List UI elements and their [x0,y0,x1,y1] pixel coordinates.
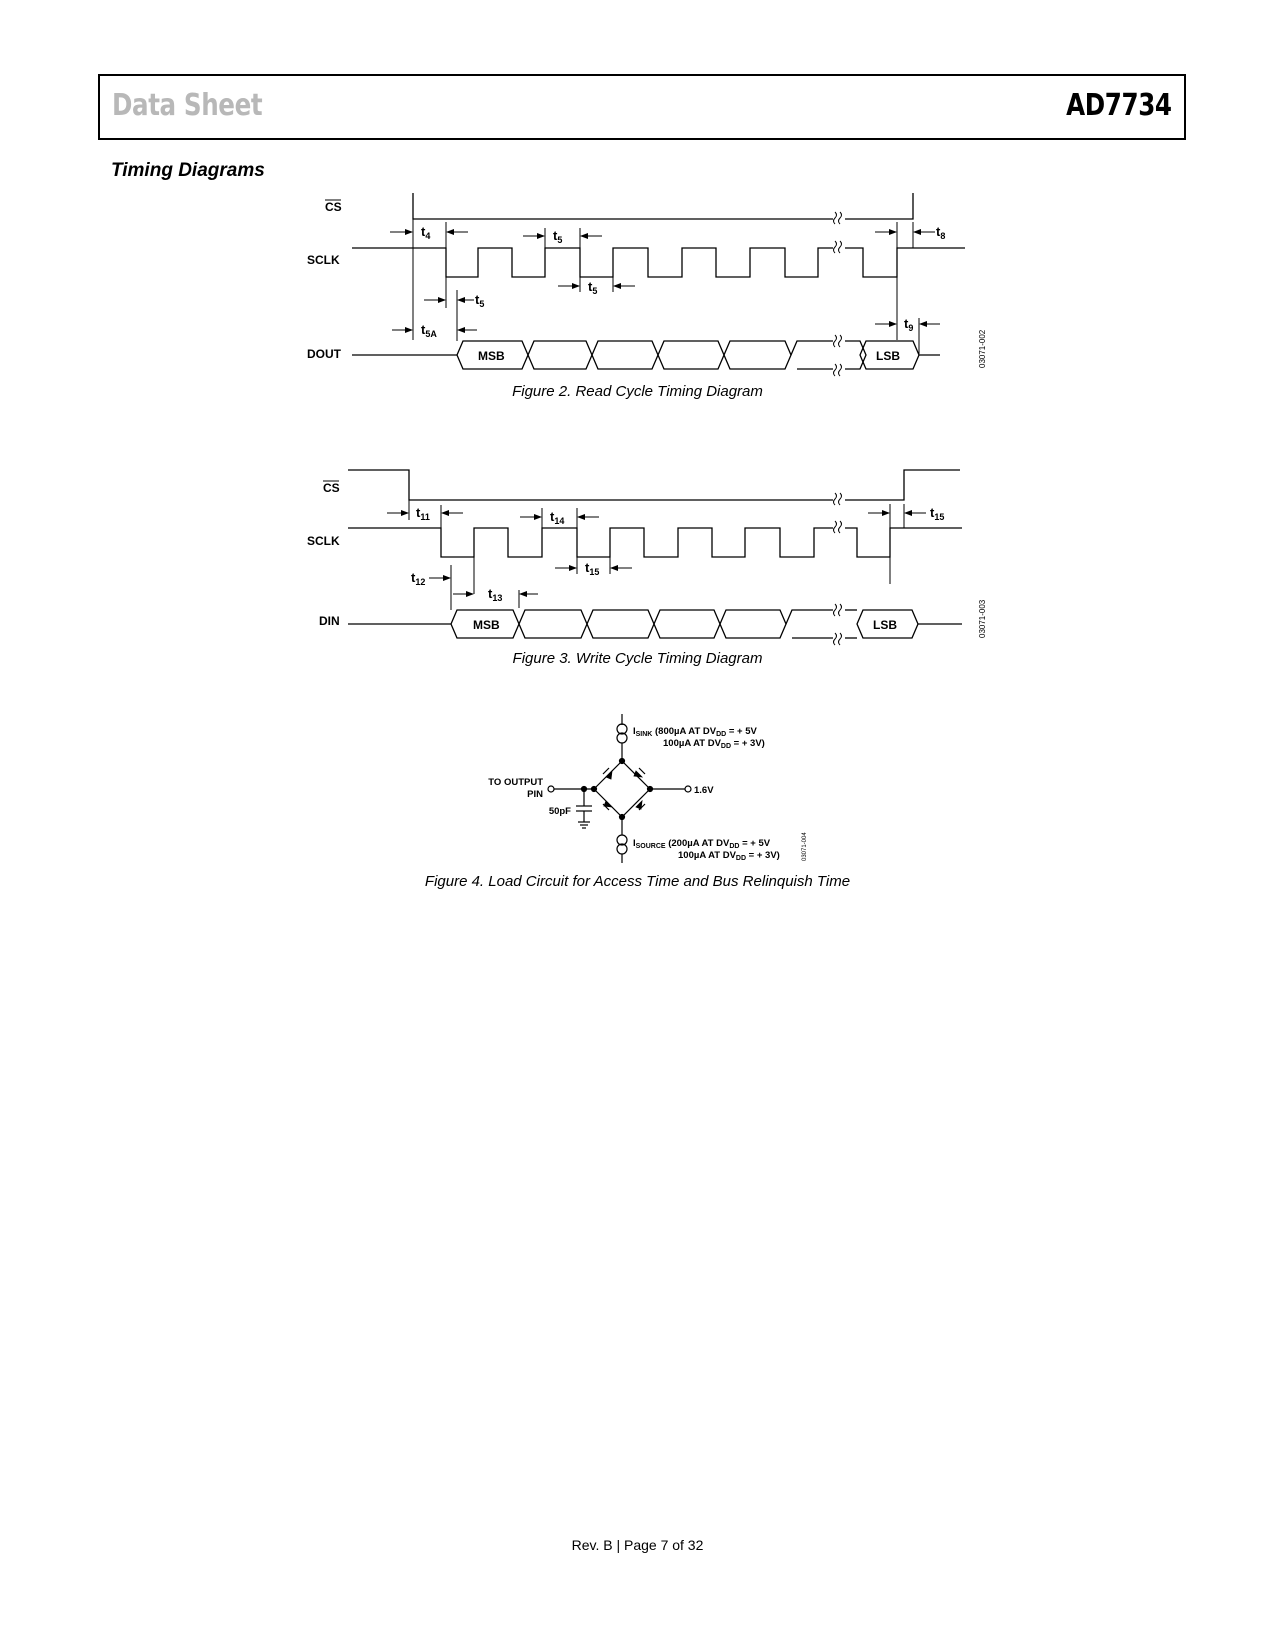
cs-waveform [413,193,913,219]
figure4-caption: Figure 4. Load Circuit for Access Time and Bus Relinquish Time [424,873,851,890]
cs-label: CS [323,481,340,495]
dout-label: DOUT [307,347,341,361]
sclk-waveform [348,528,962,557]
cap-label: 50pF [548,806,571,817]
t9-label: $t_9$ [904,316,914,333]
din-lsb-label: LSB [873,618,897,632]
figure-3-write-cycle [307,470,987,645]
t4-label: $t_4$ [421,224,431,241]
figure-4-load-circuit [488,714,808,863]
t12-label: $t_{12}$ [411,570,426,587]
dout-lsb-label: LSB [876,349,900,363]
t11-label: $t_{11}$ [416,505,430,522]
section-title: Timing Diagrams [111,160,265,181]
sclk-label: SCLK [307,253,340,267]
cs-waveform [348,470,960,500]
figure-2-read-cycle [307,193,987,376]
din-label: DIN [319,614,340,628]
pin-label: PIN [527,789,543,800]
t13-label: $t_{13}$ [488,586,503,603]
voltage-label: 1.6V [694,785,714,796]
header-part-number: AD7734 [1066,88,1172,123]
header-doc-type: Data Sheet [112,88,263,123]
t15-label-low: $t_{15}$ [585,560,600,577]
t15-label-top: $t_{15}$ [930,505,945,522]
isink-label: $I_{SINK}$ (800µA AT $DV_{DD}$ = + 5V [633,726,757,738]
figure2-code: 03071-002 [978,329,987,368]
din-msb-label: MSB [473,618,500,632]
figure2-caption: Figure 2. Read Cycle Timing Diagram [512,383,763,400]
page-footer: Rev. B | Page 7 of 32 [571,1537,704,1553]
isource-cond2-label: 100µA AT $DV_{DD}$ = + 3V) [678,850,780,862]
figure3-code: 03071-003 [978,599,987,638]
t5-label-low: $t_5$ [588,279,598,296]
figure4-code: 03071-004 [802,832,808,861]
cs-label: CS [325,200,342,214]
sclk-label: SCLK [307,534,340,548]
figure3-caption: Figure 3. Write Cycle Timing Diagram [512,650,763,667]
t5-label-top: $t_5$ [553,228,563,245]
sclk-waveform [352,248,965,277]
diode-bridge [594,761,650,817]
isink-cond2-label: 100µA AT $DV_{DD}$ = + 3V) [663,738,765,750]
t5a-label: $t_{5A}$ [421,322,437,339]
t5-label-mid: $t_5$ [475,292,485,309]
isource-label: $I_{SOURCE}$ (200µA AT $DV_{DD}$ = + 5V [633,838,771,850]
to-output-label: TO OUTPUT [488,777,543,788]
t8-label: $t_8$ [936,224,946,241]
dout-msb-label: MSB [478,349,505,363]
t14-label: $t_{14}$ [550,509,565,526]
